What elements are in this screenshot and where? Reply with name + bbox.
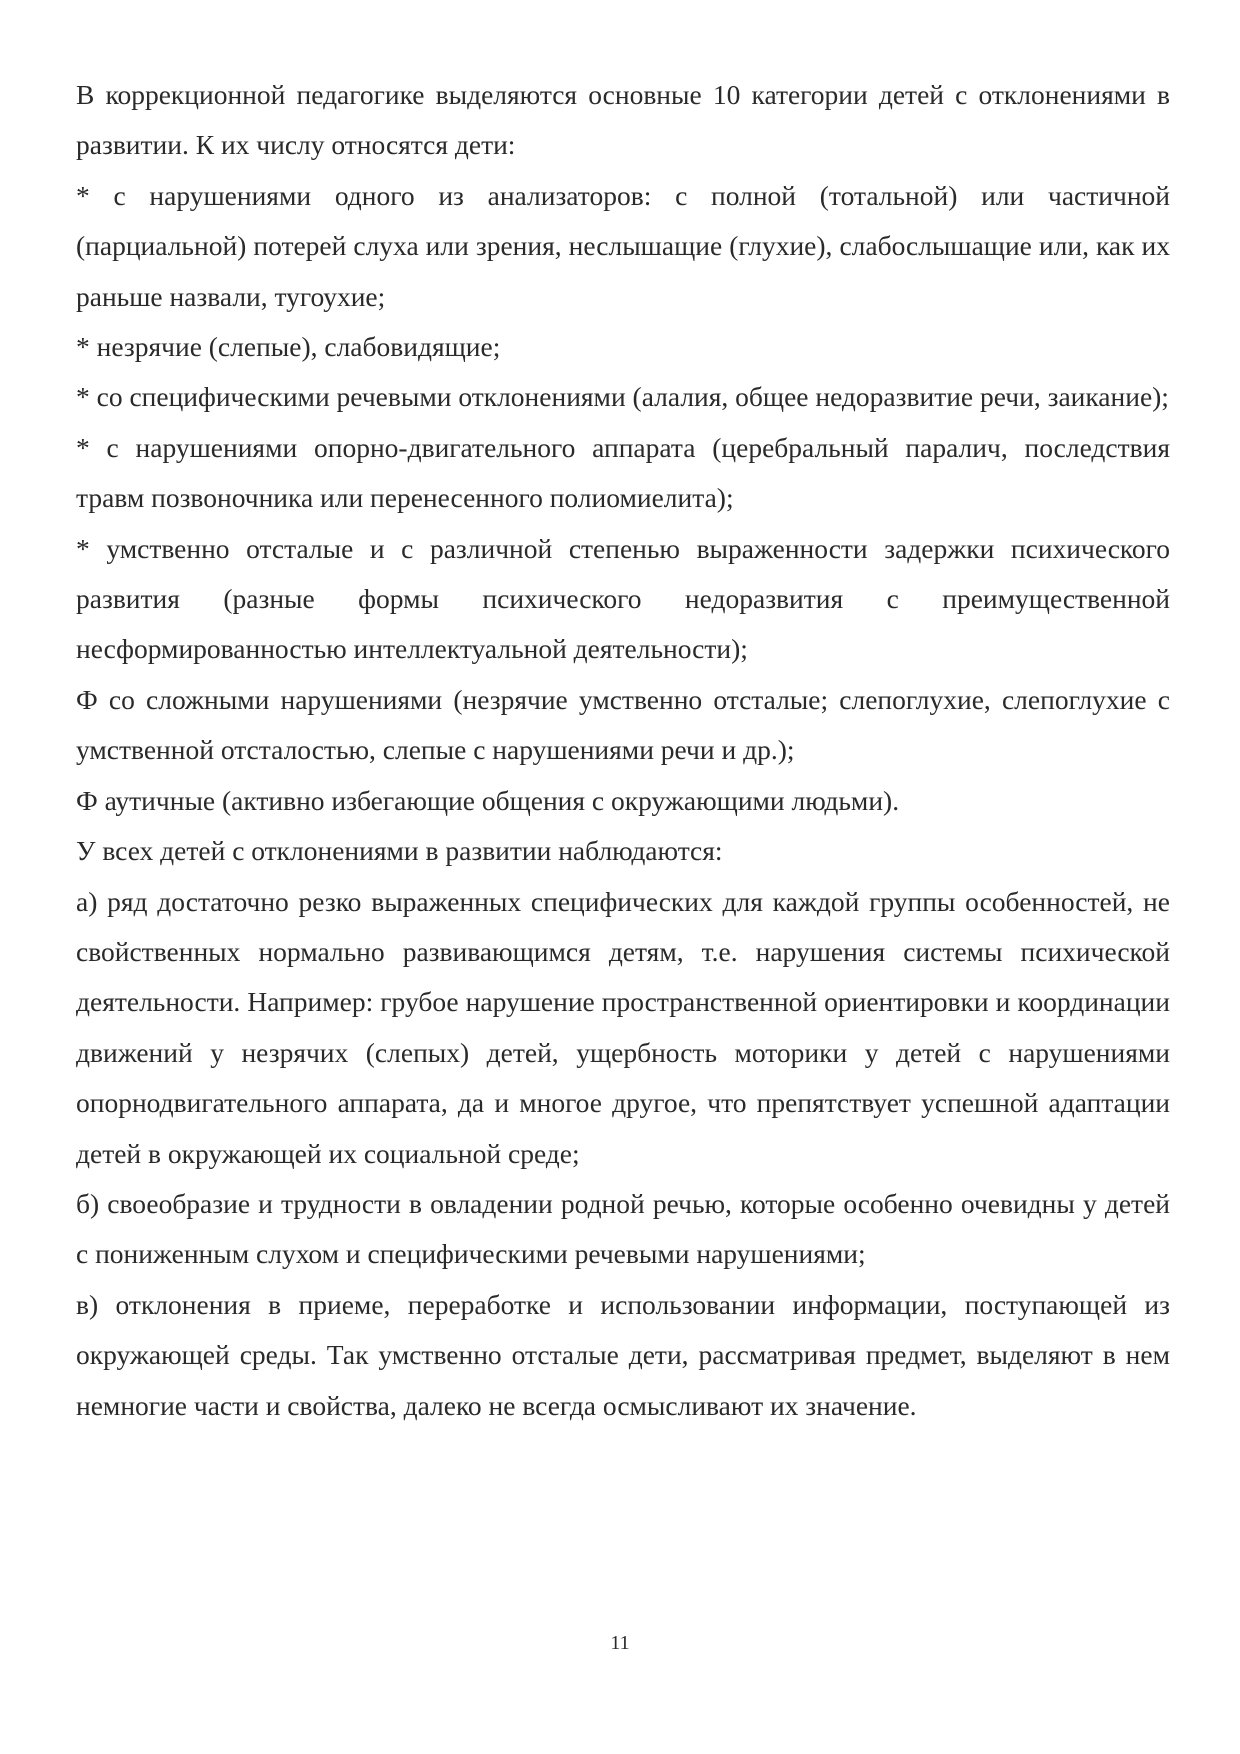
list-item-blind: * незрячие (слепые), слабовидящие; xyxy=(76,331,501,363)
list-item-autistic: Ф аутичные (активно избегающие общения с окружающими людьми). xyxy=(76,784,900,816)
list-item-musculoskeletal: * с нарушениями опорно-двигательного аппарата (церебральный паралич, последствия травм позвоночника или перенесенного полиомиелита); xyxy=(76,431,1170,514)
observation-b: б) своеобразие и трудности в овладении родной речью, которые особенно очевидны у детей с пониженным слухом и специфическими речевыми нарушениями; xyxy=(76,1187,1170,1270)
list-item-mental: * умственно отсталые и с различной степенью выраженности задержки психического развития (разные формы психического недоразвития с преимущественной несформированностью интеллектуальной деятельности); xyxy=(76,532,1170,665)
observation-c: в) отклонения в приеме, переработке и использовании информации, поступающей из окружающей среды. Так умственно отсталые дети, рассматривая предмет, выделяют в нем немногие части и свойства, далеко не всегда осмысливают их значение. xyxy=(76,1288,1170,1421)
list-item-analyzers: * с нарушениями одного из анализаторов: с полной (тотальной) или частичной (парциальной) потерей слуха или зрения, неслышащие (глухие), слабослышащие или, как их раньше назвали, тугоухие; xyxy=(76,179,1170,312)
list-item-complex: Ф со сложными нарушениями (незрячие умственно отсталые; слепоглухие, слепоглухие с умственной отсталостью, слепые с нарушениями речи и др.); xyxy=(76,683,1170,766)
intro-paragraph: В коррекционной педагогике выделяются основные 10 категории детей с отклонениями в развитии. К их числу относятся дети: xyxy=(76,79,1170,161)
observation-a: а) ряд достаточно резко выраженных специфических для каждой группы особенностей, не свойственных нормально развивающимся детям, т.е. нарушения системы психической деятельности. Например: грубое нарушение пространственной ориентировки и координации движений у незрячих (слепых) детей, ущербность моторики у детей с нарушениями опорнодвигательного аппарата, да и многое другое, что препятствует успешной адаптации детей в окружающей их социальной среде; xyxy=(76,885,1170,1169)
observations-heading: У всех детей с отклонениями в развитии наблюдаются: xyxy=(76,835,723,867)
list-item-speech: * со специфическими речевыми отклонениями (алалия, общее недоразвитие речи, заикание); xyxy=(76,381,1169,413)
body-text xyxy=(76,70,1170,1431)
page-number: 11 xyxy=(610,1632,630,1654)
